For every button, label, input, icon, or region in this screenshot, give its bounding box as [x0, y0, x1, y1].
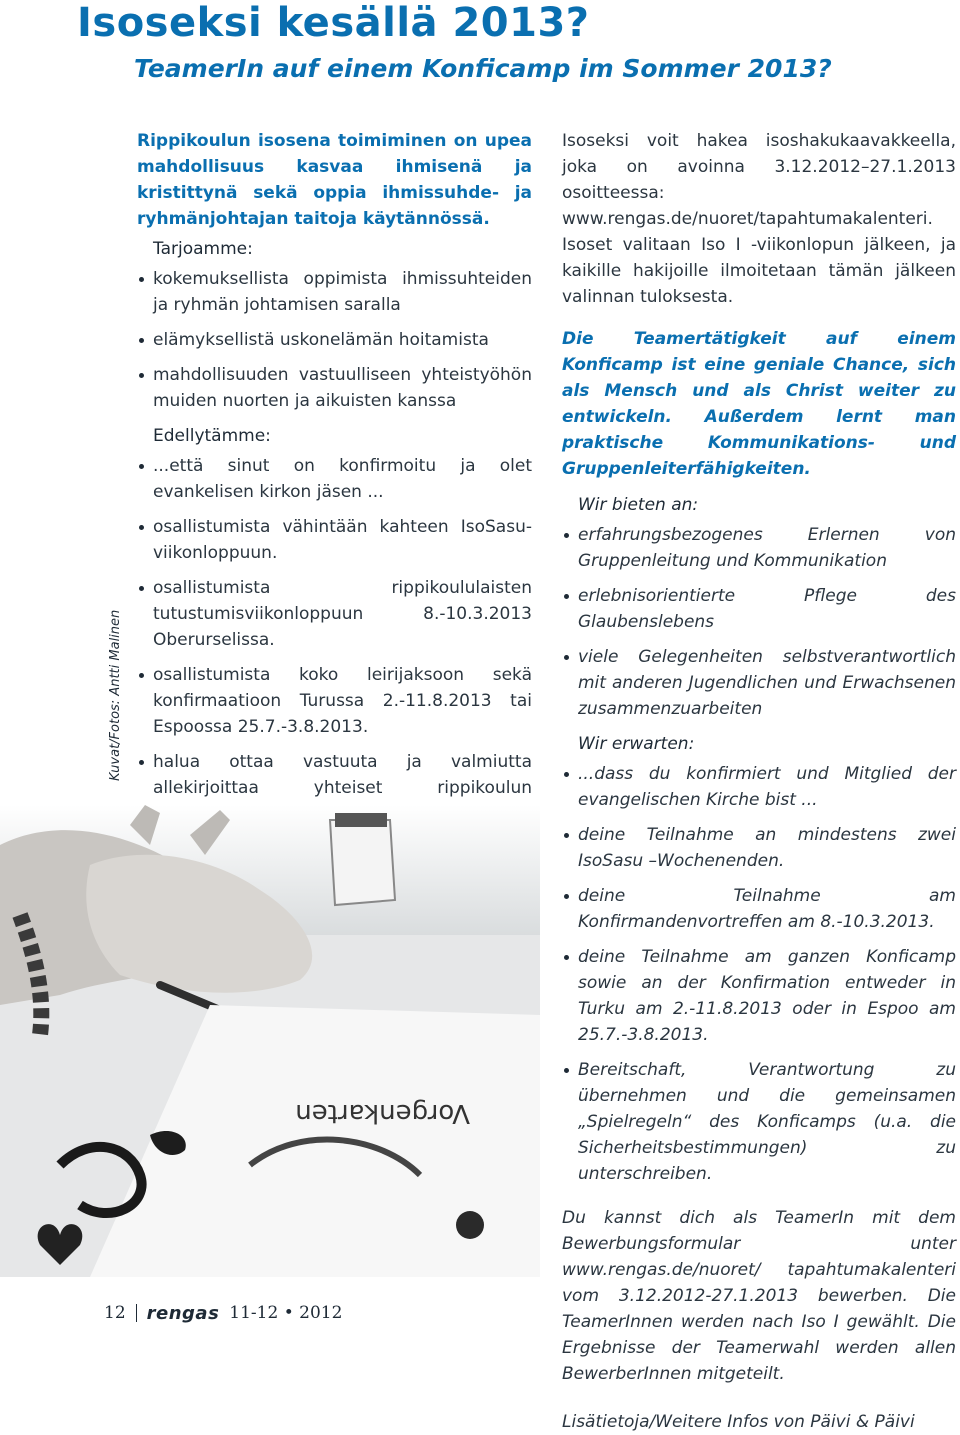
page-title: Isoseksi kesällä 2013? — [77, 0, 590, 46]
bullet-icon — [139, 277, 144, 282]
bullet-icon — [564, 833, 569, 838]
right-column — [562, 128, 956, 1435]
painted-dot — [456, 1211, 484, 1239]
page-subtitle: TeamerIn auf einem Konficamp im Sommer 2013? — [134, 54, 832, 83]
bullet-icon — [139, 525, 144, 530]
contact-info: Lisätietoja/Weitere Infos von Päivi & Päivi — [562, 1412, 915, 1432]
list-item: mahdollisuuden vastuulliseen yhteistyöhön muiden nuorten ja aikuisten kanssa — [137, 362, 532, 414]
footer-divider — [136, 1304, 137, 1322]
list-item: osallistumista rippikoululaisten tutustumisviikonloppuun 8.-10.3.2013 Oberurselissa. — [137, 575, 532, 653]
list-item: ...dass du konfirmiert und Mitglied der evangelischen Kirche bist ... — [562, 761, 956, 813]
list-item: Bereitschaft, Verantwortung zu übernehmen und die gemeinsamen „Spielregeln“ des Konficamps (u.a. die Sicherheitsbestimmungen) zu unterschreiben. — [562, 1057, 956, 1187]
hands-painting-photo — [0, 805, 540, 1277]
finnish-offer-heading: Tarjoamme: — [153, 239, 253, 259]
bullet-icon — [139, 673, 144, 678]
list-item: erfahrungsbezogenes Erlernen von Gruppenleitung und Kommunikation — [562, 522, 956, 574]
bullet-icon — [139, 760, 144, 765]
german-lead: Die Teamertätigkeit auf einem Konficamp ist eine geniale Chance, sich als Mensch und als Christ weiter zu entwickeln. Außerdem lernt man praktische Kommunikations- und Gruppenleiterfähigkeiten. — [562, 329, 956, 479]
finnish-require-list — [137, 453, 532, 827]
finnish-application-text: Isoseksi voit hakea isoshakukaavakkeella, joka on avoinna 3.12.2012–27.1.2013 osoitteessa: www.rengas.de/nuoret/tapahtumakalenteri. Isoset valitaan Iso I -viikonlopun jälkeen, ja kaikille hakijoille ilmoitetaan tämän jälkeen valinnan tuloksesta. — [562, 131, 956, 307]
issue-label: 11-12 • 2012 — [229, 1303, 343, 1323]
page-footer — [104, 1300, 342, 1326]
finnish-offer-list — [137, 266, 532, 414]
german-application-text: Du kannst dich als TeamerIn mit dem Bewerbungsformular unter www.rengas.de/nuoret/ tapahtumakalenteri vom 3.12.2012-27.1.2013 bewerben. Die TeamerInnen werden nach Iso I gewählt. Die Ergebnisse der Teamerwahl werden allen BewerberInnen mitgeteilt. — [562, 1208, 956, 1384]
bullet-icon — [139, 464, 144, 469]
list-item: erlebnisorientierte Pflege des Glaubenslebens — [562, 583, 956, 635]
german-offer-list — [562, 522, 956, 722]
finnish-require-heading: Edellytämme: — [153, 426, 271, 446]
paint-bottle-cap — [335, 813, 387, 827]
page-number: 12 — [104, 1303, 126, 1323]
photo-credit: Kuvat/Fotos: Antti Malinen — [108, 609, 123, 781]
painted-word: Vorgenkarten — [295, 1098, 470, 1128]
list-item: ...että sinut on konfirmoitu ja olet evankelisen kirkon jäsen ... — [137, 453, 532, 505]
list-item: viele Gelegenheiten selbstverantwortlich mit anderen Jugendlichen und Erwachsenen zusammenzuarbeiten — [562, 644, 956, 722]
finnish-column — [137, 128, 532, 836]
list-item: deine Teilnahme am Konfirmandenvortreffen am 8.-10.3.2013. — [562, 883, 956, 935]
bullet-icon — [139, 586, 144, 591]
bullet-icon — [564, 894, 569, 899]
bullet-icon — [564, 955, 569, 960]
bullet-icon — [139, 338, 144, 343]
bullet-icon — [564, 772, 569, 777]
paint-bottle — [330, 820, 395, 905]
list-item: osallistumista vähintään kahteen IsoSasu-viikonloppuun. — [137, 514, 532, 566]
finnish-lead: Rippikoulun isosena toimiminen on upea mahdollisuus kasvaa ihmisenä ja kristittynä sekä oppia ihmissuhde- ja ryhmänjohtajan taitoja käytännössä. — [137, 131, 532, 229]
list-item: halua ottaa vastuuta ja valmiutta allekirjoittaa yhteiset rippikoulun — [137, 749, 532, 827]
list-item: elämyksellistä uskonelämän hoitamista — [137, 327, 532, 353]
list-item: deine Teilnahme am ganzen Konficamp sowie an der Konfirmation entweder in Turku am 2.-11.8.2013 oder in Espoo am 25.7.-3.8.2013. — [562, 944, 956, 1048]
german-expect-heading: Wir erwarten: — [578, 734, 695, 754]
bullet-icon — [564, 533, 569, 538]
list-item: osallistumista koko leirijaksoon sekä konfirmaatioon Turussa 2.-11.8.2013 tai Espoossa 25.7.-3.8.2013. — [137, 662, 532, 740]
magazine-logo: rengas — [146, 1302, 220, 1324]
list-item: kokemuksellista oppimista ihmissuhteiden ja ryhmän johtamisen saralla — [137, 266, 532, 318]
bullet-icon — [139, 373, 144, 378]
bullet-icon — [564, 655, 569, 660]
bullet-icon — [564, 594, 569, 599]
german-expect-list — [562, 761, 956, 1187]
german-offer-heading: Wir bieten an: — [578, 495, 699, 515]
list-item: deine Teilnahme an mindestens zwei IsoSasu –Wochenenden. — [562, 822, 956, 874]
bullet-icon — [564, 1068, 569, 1073]
